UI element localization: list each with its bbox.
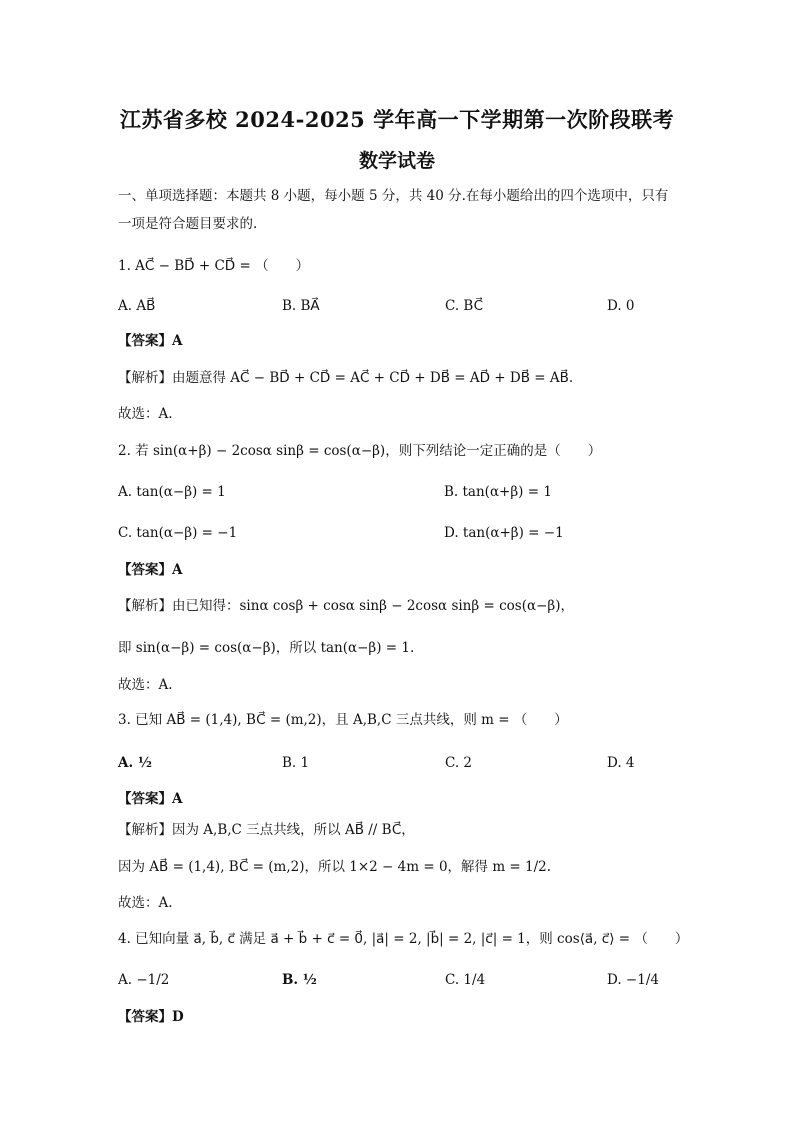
question-1-option-b: B. BA⃗ bbox=[282, 298, 320, 314]
question-4-answer: 【答案】D bbox=[118, 1009, 184, 1025]
question-2-answer: 【答案】A bbox=[118, 562, 183, 578]
question-2-option-c: C. tan(α−β) = −1 bbox=[118, 525, 238, 541]
question-3-answer: 【答案】A bbox=[118, 791, 183, 807]
question-1-option-c: C. BC⃗ bbox=[445, 298, 484, 314]
question-3-option-b: B. 1 bbox=[282, 755, 310, 771]
question-1-conclusion: 故选：A. bbox=[118, 406, 173, 422]
question-1-stem: 1. AC⃗ − BD⃗ + CD⃗ = （ ） bbox=[118, 258, 310, 274]
question-2-analysis: 【解析】由已知得：sinα cosβ + cosα sinβ − 2cosα sinβ = cos(α−β)， bbox=[118, 598, 574, 614]
question-3-analysis-2: 因为 AB⃗ = (1,4), BC⃗ = (m,2)，所以 1×2 − 4m = 0，解得 m = 1/2. bbox=[118, 859, 552, 875]
question-1-option-a: A. AB⃗ bbox=[118, 298, 156, 314]
question-1-option-d: D. 0 bbox=[607, 298, 635, 314]
question-3-stem: 3. 已知 AB⃗ = (1,4), BC⃗ = (m,2)，且 A,B,C 三点共线，则 m = （ ） bbox=[118, 712, 568, 728]
question-2-stem: 2. 若 sin(α+β) − 2cosα sinβ = cos(α−β)，则下列结论一定正确的是（ ） bbox=[118, 443, 602, 459]
question-4-option-c: C. 1/4 bbox=[445, 972, 486, 988]
section-heading-line1: 一、单项选择题：本题共 8 小题，每小题 5 分，共 40 分.在每小题给出的四个选项中，只有 bbox=[118, 188, 669, 204]
question-2-option-d: D. tan(α+β) = −1 bbox=[444, 525, 564, 541]
question-4-option-d: D. −1/4 bbox=[607, 972, 659, 988]
question-3-option-d: D. 4 bbox=[607, 755, 635, 771]
question-3-analysis: 【解析】因为 A,B,C 三点共线，所以 AB⃗ // BC⃗， bbox=[118, 822, 415, 838]
question-4-stem: 4. 已知向量 a⃗, b⃗, c⃗ 满足 a⃗ + b⃗ + c⃗ = 0⃗, |a⃗| = 2, |b⃗| = 2, |c⃗| = 1，则 cos⟨a⃗, c⃗⟩ = （ ） bbox=[118, 931, 689, 947]
question-4-option-a: A. −1/2 bbox=[118, 972, 170, 988]
question-1-analysis: 【解析】由题意得 AC⃗ − BD⃗ + CD⃗ = AC⃗ + CD⃗ + DB⃗ = AD⃗ + DB⃗ = AB⃗. bbox=[118, 370, 574, 386]
question-1-answer: 【答案】A bbox=[118, 333, 183, 349]
section-heading-line2: 一项是符合题目要求的. bbox=[118, 216, 258, 232]
question-3-conclusion: 故选：A. bbox=[118, 895, 173, 911]
question-3-option-a: A. ½ bbox=[118, 755, 152, 771]
question-2-option-b: B. tan(α+β) = 1 bbox=[444, 484, 552, 500]
question-3-option-c: C. 2 bbox=[445, 755, 473, 771]
page-title: 江苏省多校 2024-2025 学年高一下学期第一次阶段联考 bbox=[119, 107, 675, 132]
question-2-option-a: A. tan(α−β) = 1 bbox=[118, 484, 226, 500]
question-2-analysis-2: 即 sin(α−β) = cos(α−β)，所以 tan(α−β) = 1. bbox=[118, 640, 415, 656]
question-2-conclusion: 故选：A. bbox=[118, 677, 173, 693]
question-4-option-b: B. ½ bbox=[282, 972, 317, 988]
page-subtitle: 数学试卷 bbox=[358, 150, 435, 172]
